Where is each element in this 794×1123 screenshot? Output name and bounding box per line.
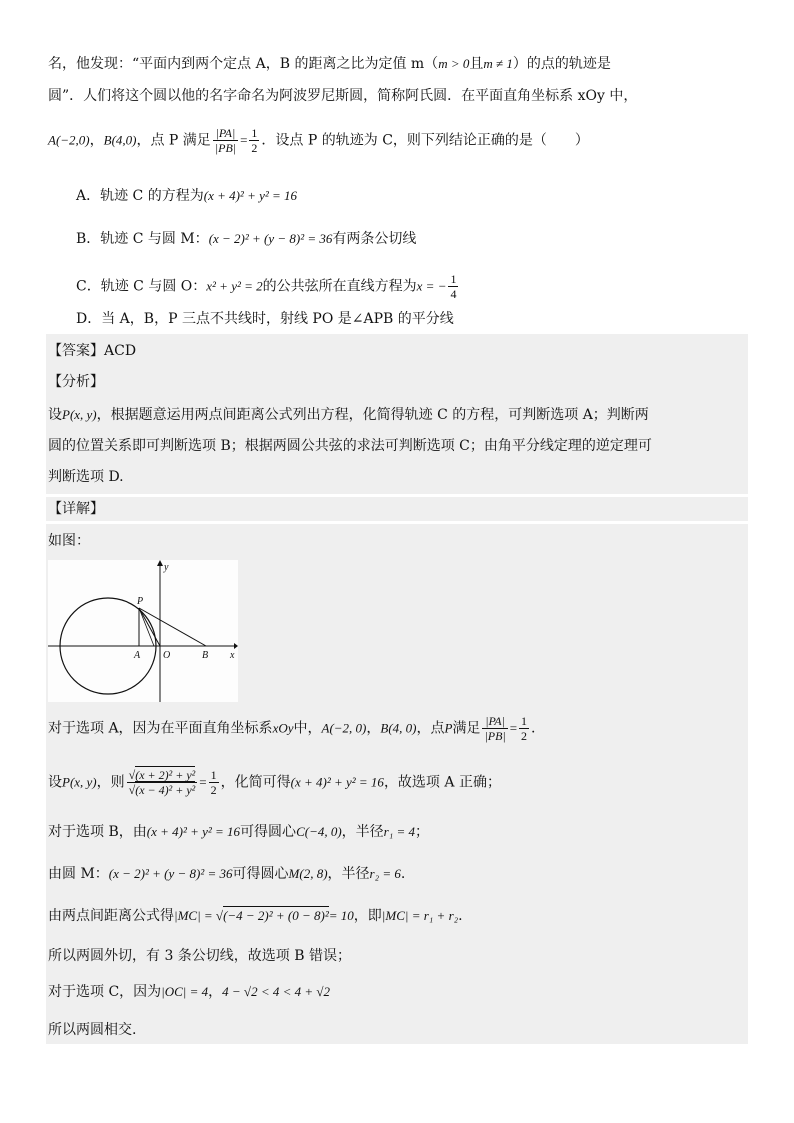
radius-r2: r₂ = 6: [369, 866, 401, 881]
ratio-fraction: [482, 714, 507, 743]
ratio-fraction: [213, 126, 238, 155]
sqrt-expression: √(−4 − 2)² + (0 − 8)²: [212, 908, 329, 923]
option-b: [76, 229, 416, 249]
detail-text: ，点: [416, 720, 445, 737]
distance-value: = 10: [328, 908, 354, 923]
fraction-denominator: 4: [450, 287, 457, 301]
detail-option-a: [48, 714, 536, 743]
option-b-text: B．轨迹 C 与圆 M：: [76, 231, 209, 247]
point-p: P(x, y): [62, 774, 97, 790]
detail-text: ，化简可得: [220, 774, 291, 791]
radicand: (−4 − 2)² + (0 − 8)²: [223, 908, 329, 923]
radius-r1: r₁ = 4: [383, 824, 416, 839]
intro-text: ，点 P 满足: [136, 132, 211, 149]
geometry-figure: [48, 560, 238, 702]
fraction-denominator: |PB|: [214, 141, 237, 155]
detail-text: ，半径: [327, 866, 370, 882]
analysis-text: ，根据题意运用两点间距离公式列出方程，化简得轨迹 C 的方程，可判断选项 A；判断两: [96, 407, 649, 423]
coordinate-system: xOy: [272, 720, 294, 736]
detail-distance: [48, 906, 463, 926]
option-b-tail: 有两条公切线: [332, 231, 417, 247]
x-axis-arrow-icon: [234, 643, 238, 649]
option-d: D．当 A，B，P 三点不共线时，射线 PO 是∠APB 的平分线: [76, 311, 454, 327]
detail-text: 设: [48, 774, 62, 791]
equals-sign: =: [509, 720, 518, 736]
answer-value: ACD: [104, 343, 137, 359]
fraction-numerator: 1: [521, 714, 528, 728]
detail-conclusion-b: 所以两圆外切，有 3 条公切线，故选项 B 错误；: [48, 948, 351, 964]
fraction-denominator: 2: [251, 141, 258, 155]
center-c: C(−4, 0): [296, 824, 342, 839]
point-p: P: [444, 720, 453, 736]
intro-text: ）的点的轨迹是: [512, 56, 611, 72]
analysis-text: 设: [48, 407, 62, 423]
detail-option-b: [48, 822, 429, 842]
intersection-inequality: 4 − √2 < 4 < 4 + √2: [222, 984, 331, 999]
label-x: x: [230, 650, 235, 661]
fraction-numerator: 1: [450, 272, 457, 286]
point-b: B(4, 0): [380, 720, 417, 736]
period: .: [531, 720, 536, 737]
tangent-condition: |MC| = r₁ + r₂: [381, 908, 459, 923]
period: .: [458, 908, 463, 924]
option-c: [76, 272, 460, 301]
radicand: (x + 2)² + y²: [135, 768, 196, 782]
intro-text: 且: [469, 56, 484, 72]
distance-oc: |OC| = 4: [161, 984, 209, 999]
coordinate-diagram: [48, 560, 238, 702]
y-axis-arrow-icon: [157, 560, 163, 566]
detail-label: 【详解】: [48, 501, 104, 517]
fraction-numerator: 1: [251, 126, 258, 140]
condition-m-positive: m > 0: [438, 56, 470, 71]
intro-text: 名，他发现：“平面内到两个定点 A，B 的距离之比为定值 m（: [48, 56, 439, 72]
detail-option-c: [48, 982, 330, 1002]
analysis-line-1: [48, 405, 649, 425]
half-fraction: [249, 126, 259, 155]
detail-text: 满足: [452, 720, 481, 737]
fraction-numerator: 1: [210, 768, 217, 782]
condition-m-not-one: m ≠ 1: [483, 56, 513, 71]
distance-mc: |MC| =: [174, 908, 213, 923]
option-c-text: C．轨迹 C 与圆 O：: [76, 278, 207, 295]
separator: ，: [366, 720, 381, 737]
detail-circle-m: [48, 864, 405, 884]
detail-text: ，半径: [341, 824, 384, 840]
circle-c-equation: (x + 4)² + y² = 16: [146, 824, 241, 839]
option-a-text: A．轨迹 C 的方程为: [76, 188, 204, 204]
detail-setup: [48, 768, 501, 797]
detail-text: ，则: [96, 774, 125, 791]
option-c-text: 的公共弦所在直线方程为: [262, 278, 417, 295]
fraction-numerator: |PA|: [213, 126, 238, 141]
fraction-denominator: |PB|: [484, 729, 506, 743]
detail-text: ，故选项 A 正确；: [383, 774, 501, 791]
detail-text: 由圆 M：: [48, 866, 109, 882]
option-a: [76, 186, 297, 206]
half-fraction: [209, 768, 219, 797]
analysis-line-3: 判断选项 D.: [48, 469, 124, 485]
point-p: P(x, y): [62, 407, 97, 422]
equals-sign: =: [240, 132, 248, 148]
detail-text: 可得圆心: [232, 866, 289, 882]
distance-ratio-fraction: [127, 768, 198, 797]
circle-m-equation: (x − 2)² + (y − 8)² = 36: [108, 866, 233, 881]
label-a: A: [134, 650, 141, 661]
intro-text: ．设点 P 的轨迹为 C，则下列结论正确的是（ ）: [261, 132, 589, 149]
fraction-numerator: √(x + 2)² + y²: [128, 768, 196, 782]
figure-intro: 如图：: [48, 533, 90, 549]
fraction-denominator: 2: [210, 783, 217, 797]
label-y: y: [164, 562, 169, 573]
fraction-denominator: 2: [521, 729, 528, 743]
option-b-equation: (x − 2)² + (y − 8)² = 36: [208, 231, 333, 246]
detail-text: 由两点间距离公式得: [48, 908, 174, 924]
separator: ，: [208, 984, 223, 1000]
detail-text: 对于选项 B，由: [48, 824, 147, 840]
detail-text: 可得圆心: [240, 824, 297, 840]
answer-line: [48, 341, 136, 361]
answer-label: 【答案】: [48, 343, 104, 359]
analysis-line-2: 圆的位置关系即可判断选项 B；根据两圆公共弦的求法可判断选项 C；由角平分线定理的逆定理可: [48, 438, 652, 454]
detail-text: 对于选项 C，因为: [48, 984, 162, 1000]
intro-line-3: [48, 126, 589, 155]
separator: ，: [89, 132, 104, 149]
detail-text: 中，: [293, 720, 322, 737]
option-a-equation: (x + 4)² + y² = 16: [203, 188, 298, 203]
detail-text: ，即: [353, 908, 382, 924]
fraction-numerator: |PA|: [482, 714, 507, 729]
point-b: B(4,0): [103, 132, 137, 148]
label-o: O: [163, 650, 171, 661]
detail-text: 对于选项 A，因为在平面直角坐标系: [48, 720, 273, 737]
quarter-fraction: [448, 272, 458, 301]
fraction-denominator: √(x − 4)² + y²: [128, 783, 196, 797]
option-c-line: x = −: [416, 278, 447, 294]
label-b: B: [202, 650, 209, 661]
point-a: A(−2,0): [48, 132, 90, 148]
option-c-equation: x² + y² = 2: [206, 278, 263, 294]
detail-conclusion-c: 所以两圆相交.: [48, 1022, 137, 1038]
detail-label-shade: [46, 497, 748, 521]
analysis-label: 【分析】: [48, 374, 104, 390]
detail-text: ；: [415, 824, 430, 840]
period: .: [400, 866, 406, 882]
equals-sign: =: [199, 774, 207, 790]
circle-c-equation: (x + 4)² + y² = 16: [290, 774, 384, 790]
half-fraction: [519, 714, 529, 743]
intro-line-2: 圆”．人们将这个圆以他的名字命名为阿波罗尼斯圆，简称阿氏圆．在平面直角坐标系 xOy 中，: [48, 88, 638, 104]
intro-line-1: [48, 54, 611, 74]
radicand: (x − 4)² + y²: [135, 783, 196, 797]
label-p: P: [137, 596, 144, 607]
point-a: A(−2, 0): [321, 720, 367, 736]
center-m: M(2, 8): [288, 866, 328, 881]
